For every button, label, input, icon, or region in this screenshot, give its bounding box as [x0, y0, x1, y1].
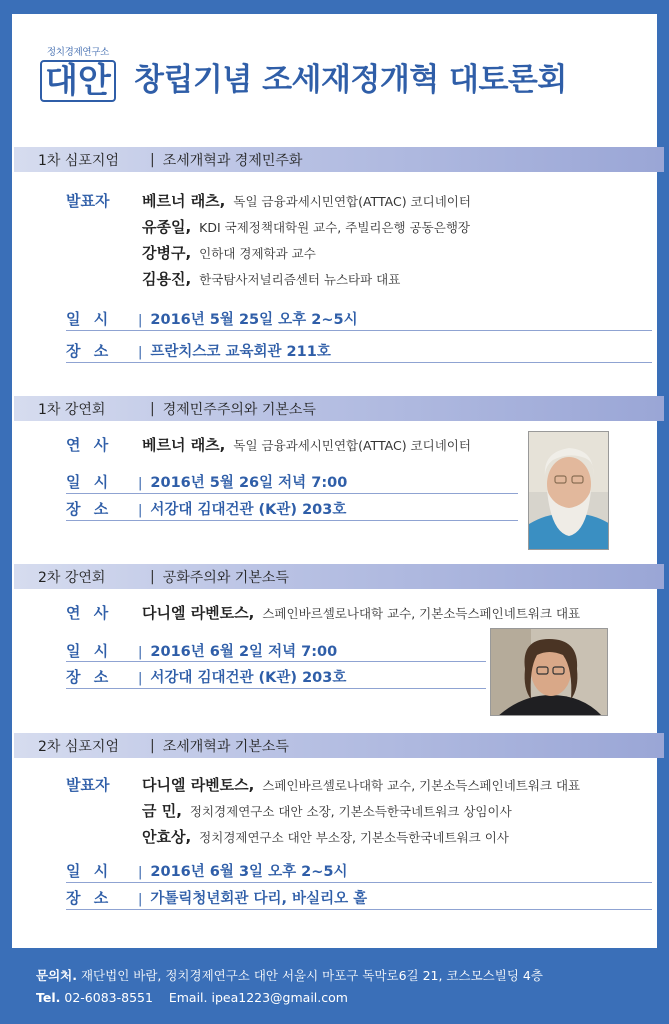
speaker-label: 발표자 [66, 192, 110, 210]
speaker-role: 스페인바르셀로나대학 교수, 기본소득스페인네트워크 대표 [262, 778, 581, 793]
speaker-name: 안효상, [142, 828, 192, 846]
tel-value: 02-6083-8551 [64, 990, 153, 1005]
logo-small-text: 정치경제연구소 [46, 47, 110, 58]
section-bar-1 [14, 147, 664, 172]
contact-text: 재단법인 바람, 정치경제연구소 대안 서울시 마포구 독막로6길 21, 코스모스빌딩 4층 [80, 968, 543, 983]
place-value: 프란치스코 교육회관 211호 [150, 344, 331, 360]
section-separator: | [150, 737, 155, 754]
date-value: 2016년 5월 25일 오후 2~5시 [150, 312, 358, 328]
section-subtitle: 경제민주주의와 기본소득 [162, 401, 316, 418]
section-tag: 2차 강연회 [38, 569, 106, 586]
divider [66, 909, 652, 910]
email-value: ipea1223@gmail.com [211, 990, 348, 1005]
divider [66, 882, 652, 883]
speaker-label: 발표자 [66, 776, 110, 794]
divider [66, 661, 486, 662]
divider [66, 493, 518, 494]
date-value: 2016년 6월 3일 오후 2~5시 [150, 864, 348, 880]
divider [66, 520, 518, 521]
tel-email-line [36, 990, 348, 1005]
speaker-role: 독일 금융과세시민연합(ATTAC) 코디네이터 [233, 194, 471, 209]
speaker-row [66, 774, 580, 795]
divider [66, 688, 486, 689]
section-tag: 2차 심포지엄 [38, 738, 119, 755]
speaker-name: 베르너 래츠, [142, 436, 226, 454]
place-row: 장 소 | 서강대 김대건관 (K관) 203호 [66, 668, 347, 686]
section-tag: 1차 강연회 [38, 401, 106, 418]
place-label: 장 소 [66, 668, 113, 686]
date-value: 2016년 6월 2일 저녁 7:00 [150, 644, 338, 660]
place-label: 장 소 [66, 889, 113, 907]
date-row: 일 시 | 2016년 6월 2일 저녁 7:00 [66, 642, 338, 660]
contact-label: 문의처. [36, 968, 77, 983]
section-subtitle: 조세개혁과 경제민주화 [162, 152, 303, 169]
speaker-row [66, 268, 400, 289]
place-label: 장 소 [66, 500, 113, 518]
speaker-row [66, 190, 471, 211]
speaker-name: 금 민, [142, 802, 182, 820]
speaker-role: 독일 금융과세시민연합(ATTAC) 코디네이터 [233, 438, 471, 453]
speaker-row [66, 216, 470, 237]
date-row: 일 시 | 2016년 5월 25일 오후 2~5시 [66, 310, 358, 328]
speaker-label: 연 사 [66, 604, 113, 622]
speaker-role: 정치경제연구소 대안 소장, 기본소득한국네트워크 상임이사 [189, 804, 512, 819]
speaker-role: KDI 국제정책대학원 교수, 주빌리은행 공동은행장 [199, 220, 470, 235]
speaker-label: 연 사 [66, 436, 113, 454]
speaker-photo [490, 628, 608, 716]
speaker-row [66, 602, 580, 623]
place-row: 장 소 | 가톨릭청년회관 다리, 바실리오 홀 [66, 889, 368, 907]
place-row: 장 소 | 프란치스코 교육회관 211호 [66, 342, 331, 360]
speaker-name: 강병구, [142, 244, 192, 262]
tel-label: Tel. [36, 990, 61, 1005]
speaker-name: 김용진, [142, 270, 192, 288]
place-value: 가톨릭청년회관 다리, 바실리오 홀 [150, 891, 368, 907]
date-row: 일 시 | 2016년 6월 3일 오후 2~5시 [66, 862, 348, 880]
date-label: 일 시 [66, 473, 113, 491]
speaker-row [66, 826, 509, 847]
place-label: 장 소 [66, 342, 113, 360]
email-label: Email. [168, 990, 208, 1005]
date-row: 일 시 | 2016년 5월 26일 저녁 7:00 [66, 473, 348, 491]
speaker-row [66, 434, 471, 455]
portrait-werner-icon [529, 432, 609, 550]
section-subtitle: 공화주의와 기본소득 [162, 569, 289, 586]
date-value: 2016년 5월 26일 저녁 7:00 [150, 475, 348, 491]
page-title: 창립기념 조세재정개혁 대토론회 [134, 62, 567, 98]
date-label: 일 시 [66, 642, 113, 660]
divider [66, 330, 652, 331]
speaker-role: 정치경제연구소 대안 부소장, 기본소득한국네트워크 이사 [199, 830, 509, 845]
section-separator: | [150, 400, 155, 417]
speaker-name: 유종일, [142, 218, 192, 236]
logo-big-text: 대안 [40, 60, 116, 102]
speaker-name: 베르너 래츠, [142, 192, 226, 210]
section-separator: | [150, 568, 155, 585]
speaker-name: 다니엘 라벤토스, [142, 776, 255, 794]
speaker-row [66, 800, 512, 821]
section-bar-4 [14, 733, 664, 758]
place-value: 서강대 김대건관 (K관) 203호 [150, 502, 347, 518]
speaker-name: 다니엘 라벤토스, [142, 604, 255, 622]
section-tag: 1차 심포지엄 [38, 152, 119, 169]
speaker-row [66, 242, 316, 263]
place-value: 서강대 김대건관 (K관) 203호 [150, 670, 347, 686]
section-bar-3 [14, 564, 664, 589]
date-label: 일 시 [66, 862, 113, 880]
portrait-daniel-icon [491, 629, 608, 716]
section-bar-2 [14, 396, 664, 421]
logo [40, 44, 116, 106]
section-separator: | [150, 151, 155, 168]
date-label: 일 시 [66, 310, 113, 328]
contact-line [36, 966, 543, 984]
divider [66, 362, 652, 363]
speaker-role: 인하대 경제학과 교수 [199, 246, 316, 261]
place-row: 장 소 | 서강대 김대건관 (K관) 203호 [66, 500, 347, 518]
speaker-photo [528, 431, 609, 550]
section-subtitle: 조세개혁과 기본소득 [162, 738, 289, 755]
speaker-role: 한국탐사저널리즘센터 뉴스타파 대표 [199, 272, 401, 287]
speaker-role: 스페인바르셀로나대학 교수, 기본소득스페인네트워크 대표 [262, 606, 581, 621]
